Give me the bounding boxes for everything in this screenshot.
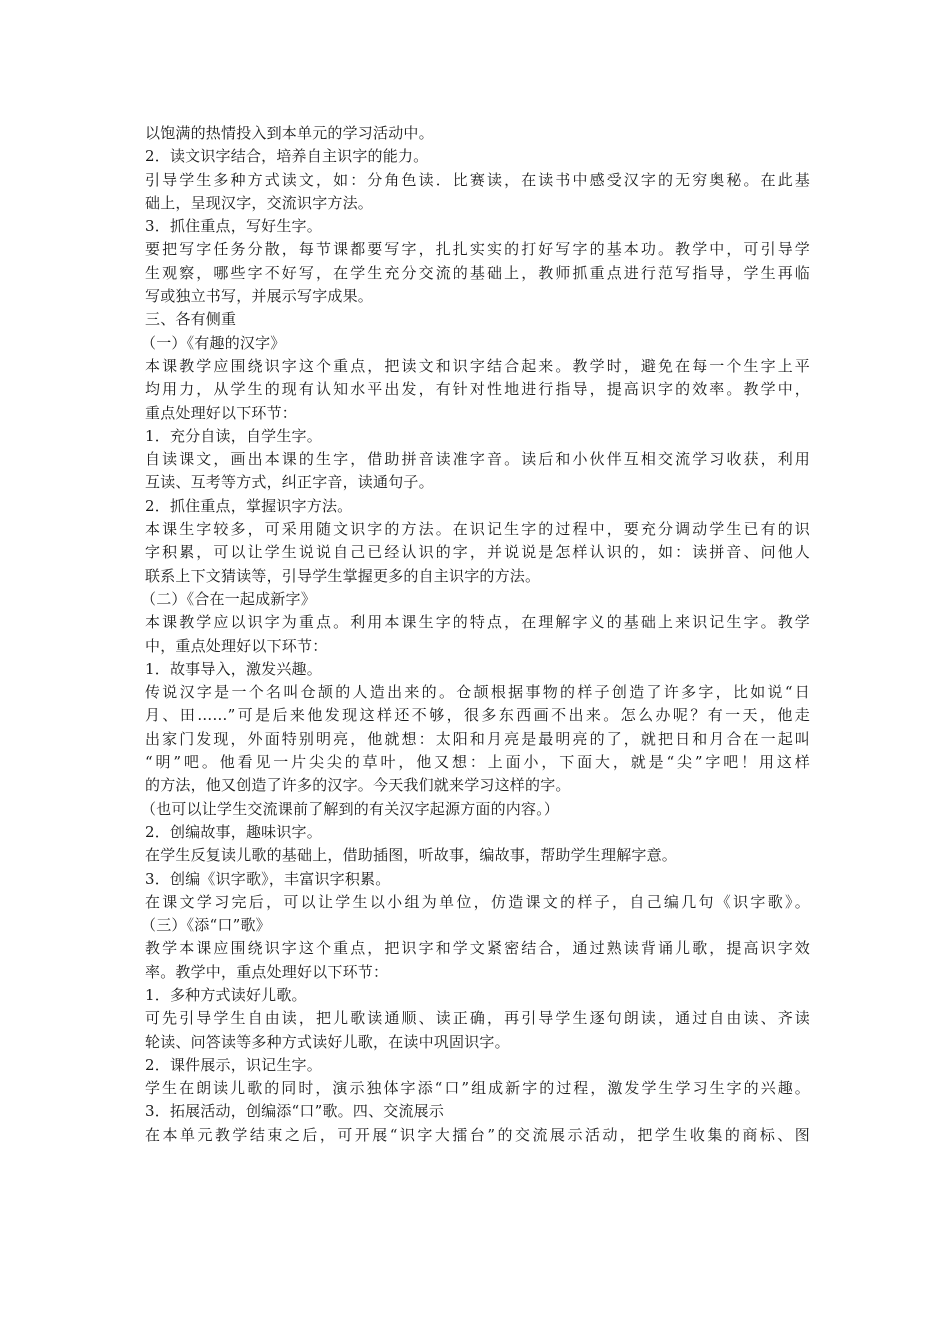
text-line: （一）《有趣的汉字》 bbox=[141, 333, 286, 352]
text-line: 引导学生多种方式读文，如：分角色读．比赛读，在读书中感受汉字的无穷奥秘。在此基 bbox=[145, 170, 810, 189]
text-line: 2．抓住重点，掌握识字方法。 bbox=[145, 496, 353, 515]
text-line: 3．拓展活动，创编添“口”歌。四、交流展示 bbox=[145, 1102, 445, 1121]
text-line: 互读、互考等方式，纠正字音，读通句子。 bbox=[145, 473, 434, 492]
text-line: 在本单元教学结束之后，可开展“识字大擂台”的交流展示活动，把学生收集的商标、图 bbox=[145, 1125, 810, 1144]
text-line: 中，重点处理好以下环节： bbox=[145, 636, 328, 655]
text-line: 要把写字任务分散，每节课都要写字，扎扎实实的打好写字的基本功。教学中，可引导学 bbox=[145, 240, 810, 259]
text-line: 本课教学应以识字为重点。利用本课生字的特点，在理解字义的基础上来识记生字。教学 bbox=[145, 613, 810, 632]
text-line: （二）《合在一起成新字》 bbox=[141, 589, 316, 608]
text-line: 均用力，从学生的现有认知水平出发，有针对性地进行指导，提高识字的效率。教学中， bbox=[145, 380, 810, 399]
text-line: 写或独立书写，并展示写字成果。 bbox=[145, 287, 374, 306]
text-line: 3．抓住重点，写好生字。 bbox=[145, 217, 322, 236]
text-line: 1．充分自读，自学生字。 bbox=[145, 426, 322, 445]
text-line: （也可以让学生交流课前了解到的有关汉字起源方面的内容。） bbox=[141, 799, 560, 818]
text-line: 三、各有侧重 bbox=[145, 310, 237, 329]
text-line: 生观察，哪些字不好写，在学生充分交流的基础上，教师抓重点进行范写指导，学生再临 bbox=[145, 263, 810, 282]
text-line: 2．创编故事，趣味识字。 bbox=[145, 822, 322, 841]
text-line: “明”吧。他看见一片尖尖的草叶，他又想：上面小，下面大，就是“尖”字吧！用这样 bbox=[145, 753, 810, 772]
text-line: （三）《添“口”歌》 bbox=[141, 916, 271, 935]
text-line: 字积累，可以让学生说说自己已经认识的字，并说说是怎样认识的，如：读拼音、问他人 bbox=[145, 543, 810, 562]
text-line: 率。教学中，重点处理好以下环节： bbox=[145, 962, 389, 981]
text-line: 本课生字较多，可采用随文识字的方法。在识记生字的过程中，要充分调动学生已有的识 bbox=[145, 520, 810, 539]
text-line: 在课文学习完后，可以让学生以小组为单位，仿造课文的样子，自己编几句《识字歌》。 bbox=[145, 892, 810, 911]
text-line: 学生在朗读儿歌的同时，演示独体字添“口”组成新字的过程，激发学生学习生字的兴趣。 bbox=[145, 1079, 810, 1098]
text-line: 本课教学应围绕识字这个重点，把读文和识字结合起来。教学时，避免在每一个生字上平 bbox=[145, 356, 810, 375]
text-line: 础上，呈现汉字，交流识字方法。 bbox=[145, 193, 374, 212]
text-line: 传说汉字是一个名叫仓颉的人造出来的。仓颉根据事物的样子创造了许多字，比如说“日 bbox=[145, 683, 810, 702]
text-line: 月、田……”可是后来他发现这样还不够，很多东西画不出来。怎么办呢？有一天，他走 bbox=[145, 706, 810, 725]
text-line: 以饱满的热情投入到本单元的学习活动中。 bbox=[145, 124, 434, 142]
text-line: 重点处理好以下环节： bbox=[145, 403, 298, 422]
document-body bbox=[141, 122, 810, 1147]
text-line: 在学生反复读儿歌的基础上，借助插图，听故事，编故事，帮助学生理解字意。 bbox=[145, 846, 678, 865]
text-line: 3．创编《识字歌》，丰富识字积累。 bbox=[145, 869, 391, 888]
text-line: 的方法，他又创造了许多的汉字。今天我们就来学习这样的字。 bbox=[145, 776, 571, 795]
text-line: 自读课文，画出本课的生字，借助拼音读准字音。读后和小伙伴互相交流学习收获，利用 bbox=[145, 450, 810, 469]
text-line: 教学本课应围绕识字这个重点，把识字和学文紧密结合，通过熟读背诵儿歌，提高识字效 bbox=[145, 939, 810, 958]
text-line: 出家门发现，外面特别明亮，他就想：太阳和月亮是最明亮的了，就把日和月合在一起叫 bbox=[145, 729, 810, 748]
text-line: 1．多种方式读好儿歌。 bbox=[145, 985, 307, 1004]
text-line: 2．课件展示，识记生字。 bbox=[145, 1055, 322, 1074]
text-line: 轮读、问答读等多种方式读好儿歌，在读中巩固识字。 bbox=[145, 1032, 510, 1051]
text-line: 可先引导学生自由读，把儿歌读通顺、读正确，再引导学生逐句朗读，通过自由读、齐读 bbox=[145, 1009, 810, 1028]
text-line: 联系上下文猜读等，引导学生掌握更多的自主识字的方法。 bbox=[145, 566, 541, 585]
text-line: 1．故事导入，激发兴趣。 bbox=[145, 659, 322, 678]
text-line: 2．读文识字结合，培养自主识字的能力。 bbox=[145, 147, 429, 166]
